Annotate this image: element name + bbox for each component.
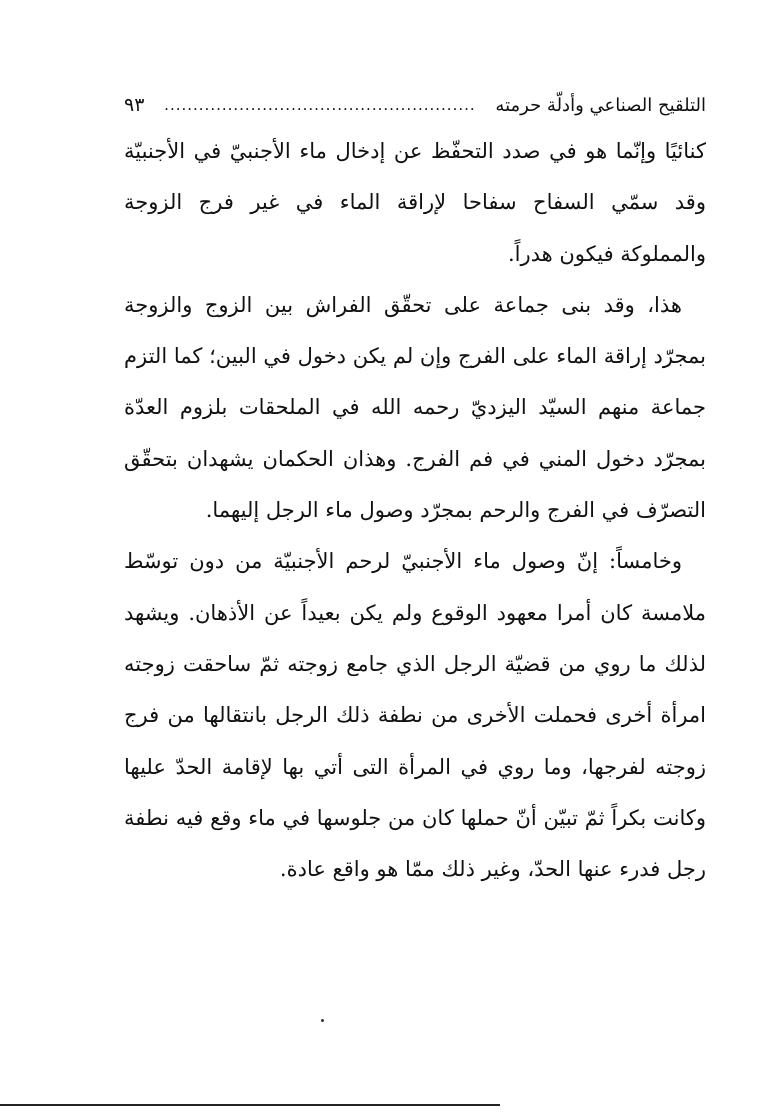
running-header: [124, 88, 706, 122]
body-text: [124, 126, 706, 895]
paragraph-two: هذا، وقد بنى جماعة على تحقّق الفراش بين الزوج والزوجة بمجرّد إراقة الماء على الفرج وإن لم يكن دخول في البين؛ كما التزم جماعة منهم السيّد اليزديّ رحمه الله في الملحقات بلزوم العدّة بمجرّد دخول المني في فم الفرج. وهذان الحكمان يشهدان بتحقّق التصرّف في الفرج والرحم بمجرّد وصول ماء الرجل إليهما.: [124, 292, 706, 523]
running-title: التلقيح الصناعي وأدلّة حرمته: [495, 94, 706, 116]
bottom-rule: [0, 1104, 500, 1106]
leader-dots: ......................................................: [164, 96, 476, 114]
page-number: ٩٣: [124, 94, 145, 116]
paragraph-three: وخامساً: إنّ وصول ماء الأجنبيّ لرحم الأجنبيّة من دون توسّط ملامسة كان أمرا معهود الوقوع ولم يكن بعيداً عن الأذهان. ويشهد لذلك ما روي من قضيّة الرجل الذي جامع زوجته ثمّ ساحقت زوجته امرأة أخرى فحملت الأخرى من نطفة ذلك الرجل بانتقالها من فرج زوجته لفرجها، وما روي في المرأة التى أتي بها لإقامة الحدّ عليها وكانت بكراً ثمّ تبيّن أنّ حملها كان من جلوسها في ماء وقع فيه نطفة رجل فدرء عنها الحدّ، وغير ذلك ممّا هو واقع عادة.: [124, 549, 706, 882]
paragraph-continuation: كنائيًا وإنّما هو في صدد التحفّظ عن إدخال ماء الأجنبيّ في الأجنبيّة وقد سمّي السفاح سفاحا لإراقة الماء في غير فرج الزوجة والمملوكة فيكون هدراً.: [124, 139, 706, 266]
stray-mark: [321, 1019, 324, 1022]
